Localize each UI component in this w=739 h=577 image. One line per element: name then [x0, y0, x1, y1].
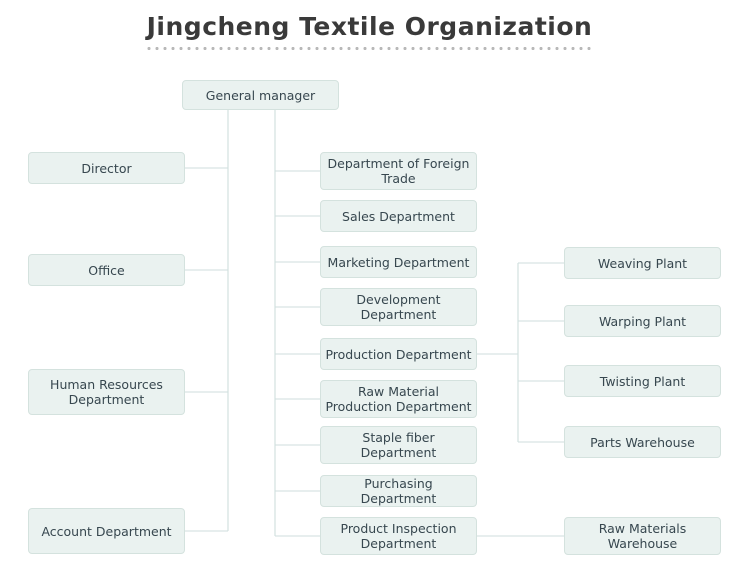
node-development-department[interactable]: Development Department [320, 288, 477, 326]
node-office[interactable]: Office [28, 254, 185, 286]
page-title: Jingcheng Textile Organization [146, 12, 593, 41]
node-sales-department[interactable]: Sales Department [320, 200, 477, 232]
node-raw-material-production-department[interactable]: Raw Material Production Department [320, 380, 477, 418]
node-marketing-department[interactable]: Marketing Department [320, 246, 477, 278]
node-general-manager[interactable]: General manager [182, 80, 339, 110]
node-twisting-plant[interactable]: Twisting Plant [564, 365, 721, 397]
node-weaving-plant[interactable]: Weaving Plant [564, 247, 721, 279]
node-raw-materials-warehouse[interactable]: Raw Materials Warehouse [564, 517, 721, 555]
node-human-resources-department[interactable]: Human Resources Department [28, 369, 185, 415]
node-parts-warehouse[interactable]: Parts Warehouse [564, 426, 721, 458]
node-purchasing-department[interactable]: Purchasing Department [320, 475, 477, 507]
node-director[interactable]: Director [28, 152, 185, 184]
node-production-department[interactable]: Production Department [320, 338, 477, 370]
node-staple-fiber-department[interactable]: Staple fiber Department [320, 426, 477, 464]
node-account-department[interactable]: Account Department [28, 508, 185, 554]
node-department-of-foreign-trade[interactable]: Department of Foreign Trade [320, 152, 477, 190]
title-underline [145, 46, 595, 51]
node-warping-plant[interactable]: Warping Plant [564, 305, 721, 337]
node-product-inspection-department[interactable]: Product Inspection Department [320, 517, 477, 555]
